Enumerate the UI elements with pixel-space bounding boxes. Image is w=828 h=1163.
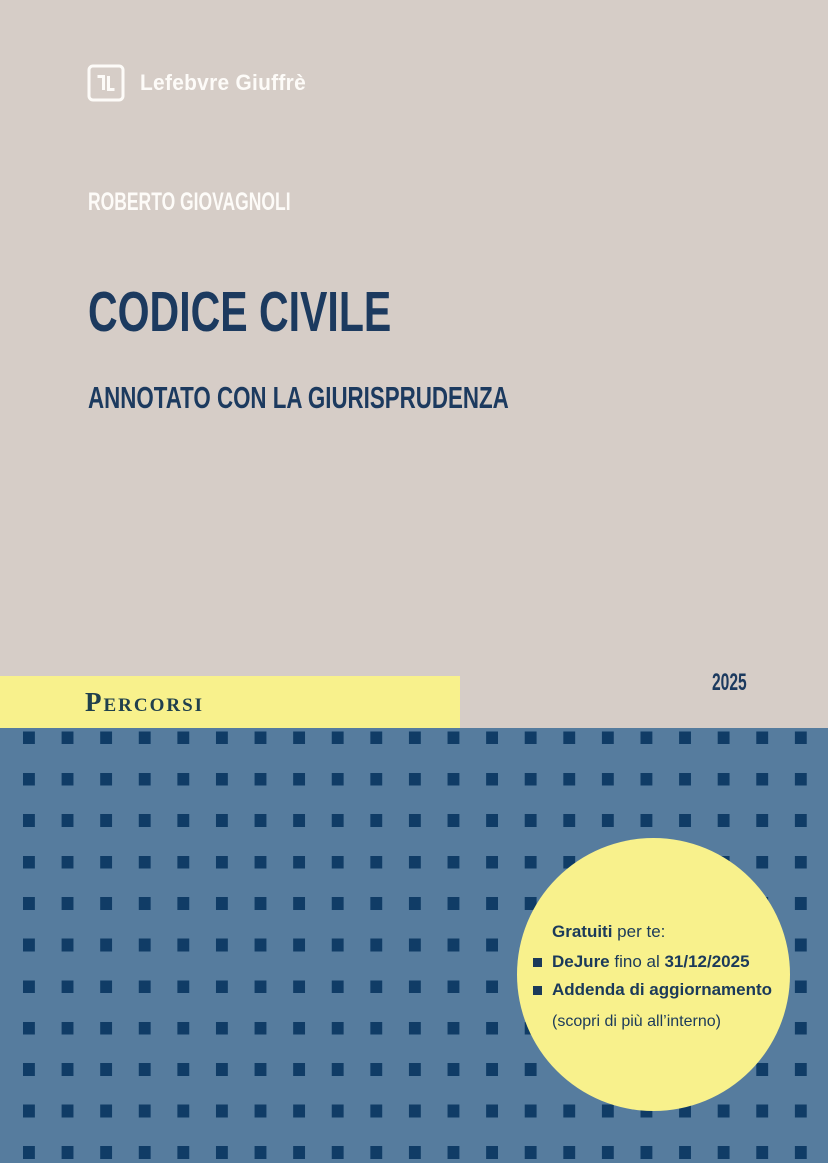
- series-label: Percorsi: [85, 686, 205, 717]
- book-subtitle: ANNOTATO CON LA GIURISPRUDENZA: [88, 380, 509, 415]
- promo-item-text: Addenda di aggiornamento: [552, 980, 773, 999]
- square-bullet-icon: [533, 958, 542, 967]
- dot-pattern-background: [0, 728, 828, 1163]
- promo-item-dejure: [533, 952, 750, 972]
- jl-monogram-icon: [87, 64, 125, 102]
- publisher-logo: [87, 64, 315, 102]
- edition-year: 2025: [712, 669, 747, 696]
- publisher-name: Lefebvre Giuffrè: [140, 70, 306, 95]
- promo-heading: [552, 922, 665, 942]
- promo-item-addenda: [533, 980, 772, 1000]
- promo-heading-bold: Gratuiti: [552, 922, 613, 941]
- book-title: CODICE CIVILE: [88, 280, 392, 344]
- square-bullet-icon: [533, 986, 542, 995]
- promo-note: (scopri di più all’interno): [552, 1013, 721, 1030]
- promo-circle: [517, 838, 790, 1111]
- series-banner: [0, 676, 460, 728]
- promo-heading-rest: per te:: [612, 922, 666, 941]
- author-name: ROBERTO GIOVAGNOLI: [88, 188, 291, 216]
- promo-item-text: DeJure fino al 31/12/2025: [552, 952, 750, 971]
